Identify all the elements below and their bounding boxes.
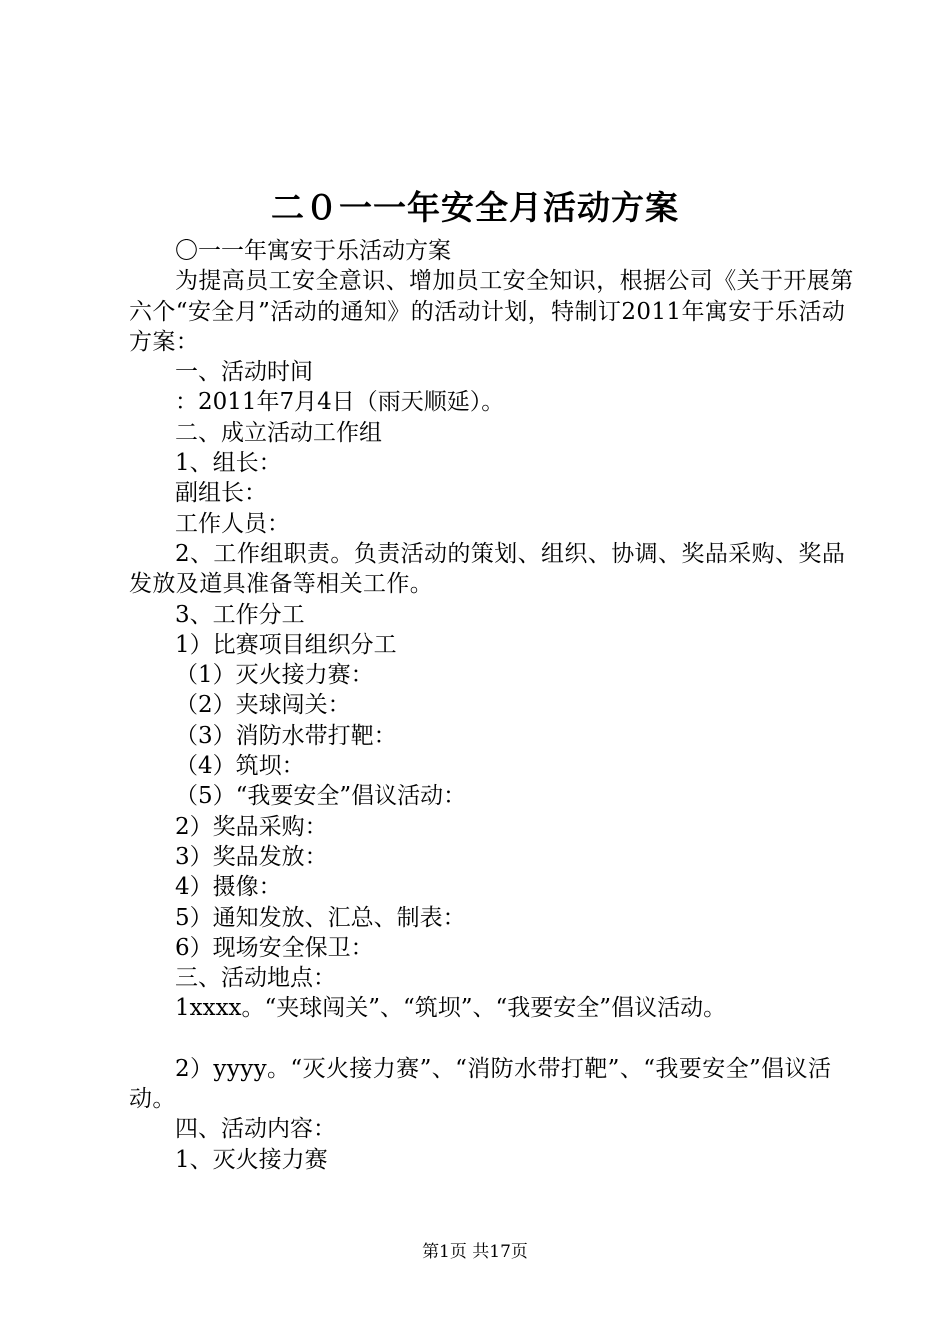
paragraph-prize-distribution: 3）奖品发放： <box>175 843 328 870</box>
paragraph-staff: 工作人员： <box>175 510 290 537</box>
paragraph-deputy-leader: 副组长： <box>175 480 267 507</box>
blank-line <box>129 1024 855 1054</box>
paragraph-competition-division: 1）比赛项目组织分工 <box>175 631 397 658</box>
paragraph-subtitle: 〇一一年寓安于乐活动方案 <box>175 238 451 264</box>
heading-activity-location: 三、活动地点： <box>175 965 336 992</box>
heading-activity-content: 四、活动内容： <box>175 1116 336 1143</box>
paragraph-notice-summary: 5）通知发放、汇总、制表： <box>175 904 466 931</box>
paragraph-activity-date: ：2011年7月4日（雨天顺延）。 <box>175 389 505 416</box>
page-number-footer: 第1页 共17页 <box>422 1242 528 1262</box>
list-item-fire-relay: （1）灭火接力赛： <box>175 662 374 689</box>
heading-work-division: 3、工作分工 <box>175 601 305 628</box>
list-item-hose-target: （3）消防水带打靶： <box>175 722 397 749</box>
heading-working-group: 二、成立活动工作组 <box>175 419 382 446</box>
paragraph-group-leader: 1、组长： <box>175 450 282 477</box>
paragraph-filming: 4）摄像： <box>175 874 282 901</box>
document-title: 二０一一年安全月活动方案 <box>271 188 679 227</box>
list-item-safety-pledge: （5）“我要安全”倡议活动： <box>175 783 467 810</box>
document-body <box>129 236 855 1175</box>
paragraph-location-2: 2）yyyy。“灭火接力赛”、“消防水带打靶”、“我要安全”倡议活动。 <box>129 1055 832 1113</box>
paragraph-intro: 为提高员工安全意识、增加员工安全知识，根据公司《关于开展第六个“安全月”活动的通知》的活动计划，特制订2011年寓安于乐活动方案： <box>129 268 854 355</box>
paragraph-fire-relay: 1、灭火接力赛 <box>175 1146 328 1173</box>
list-item-ball-pass: （2）夹球闯关： <box>175 692 351 719</box>
list-item-dam-building: （4）筑坝： <box>175 753 305 780</box>
heading-activity-time: 一、活动时间 <box>175 359 313 386</box>
paragraph-prize-purchase: 2）奖品采购： <box>175 813 328 840</box>
paragraph-site-security: 6）现场安全保卫： <box>175 934 374 961</box>
paragraph-group-duties: 2、工作组职责。负责活动的策划、组织、协调、奖品采购、奖品发放及道具准备等相关工作。 <box>129 540 846 598</box>
paragraph-location-1: 1xxxx。“夹球闯关”、“筑坝”、“我要安全”倡议活动。 <box>175 995 727 1022</box>
